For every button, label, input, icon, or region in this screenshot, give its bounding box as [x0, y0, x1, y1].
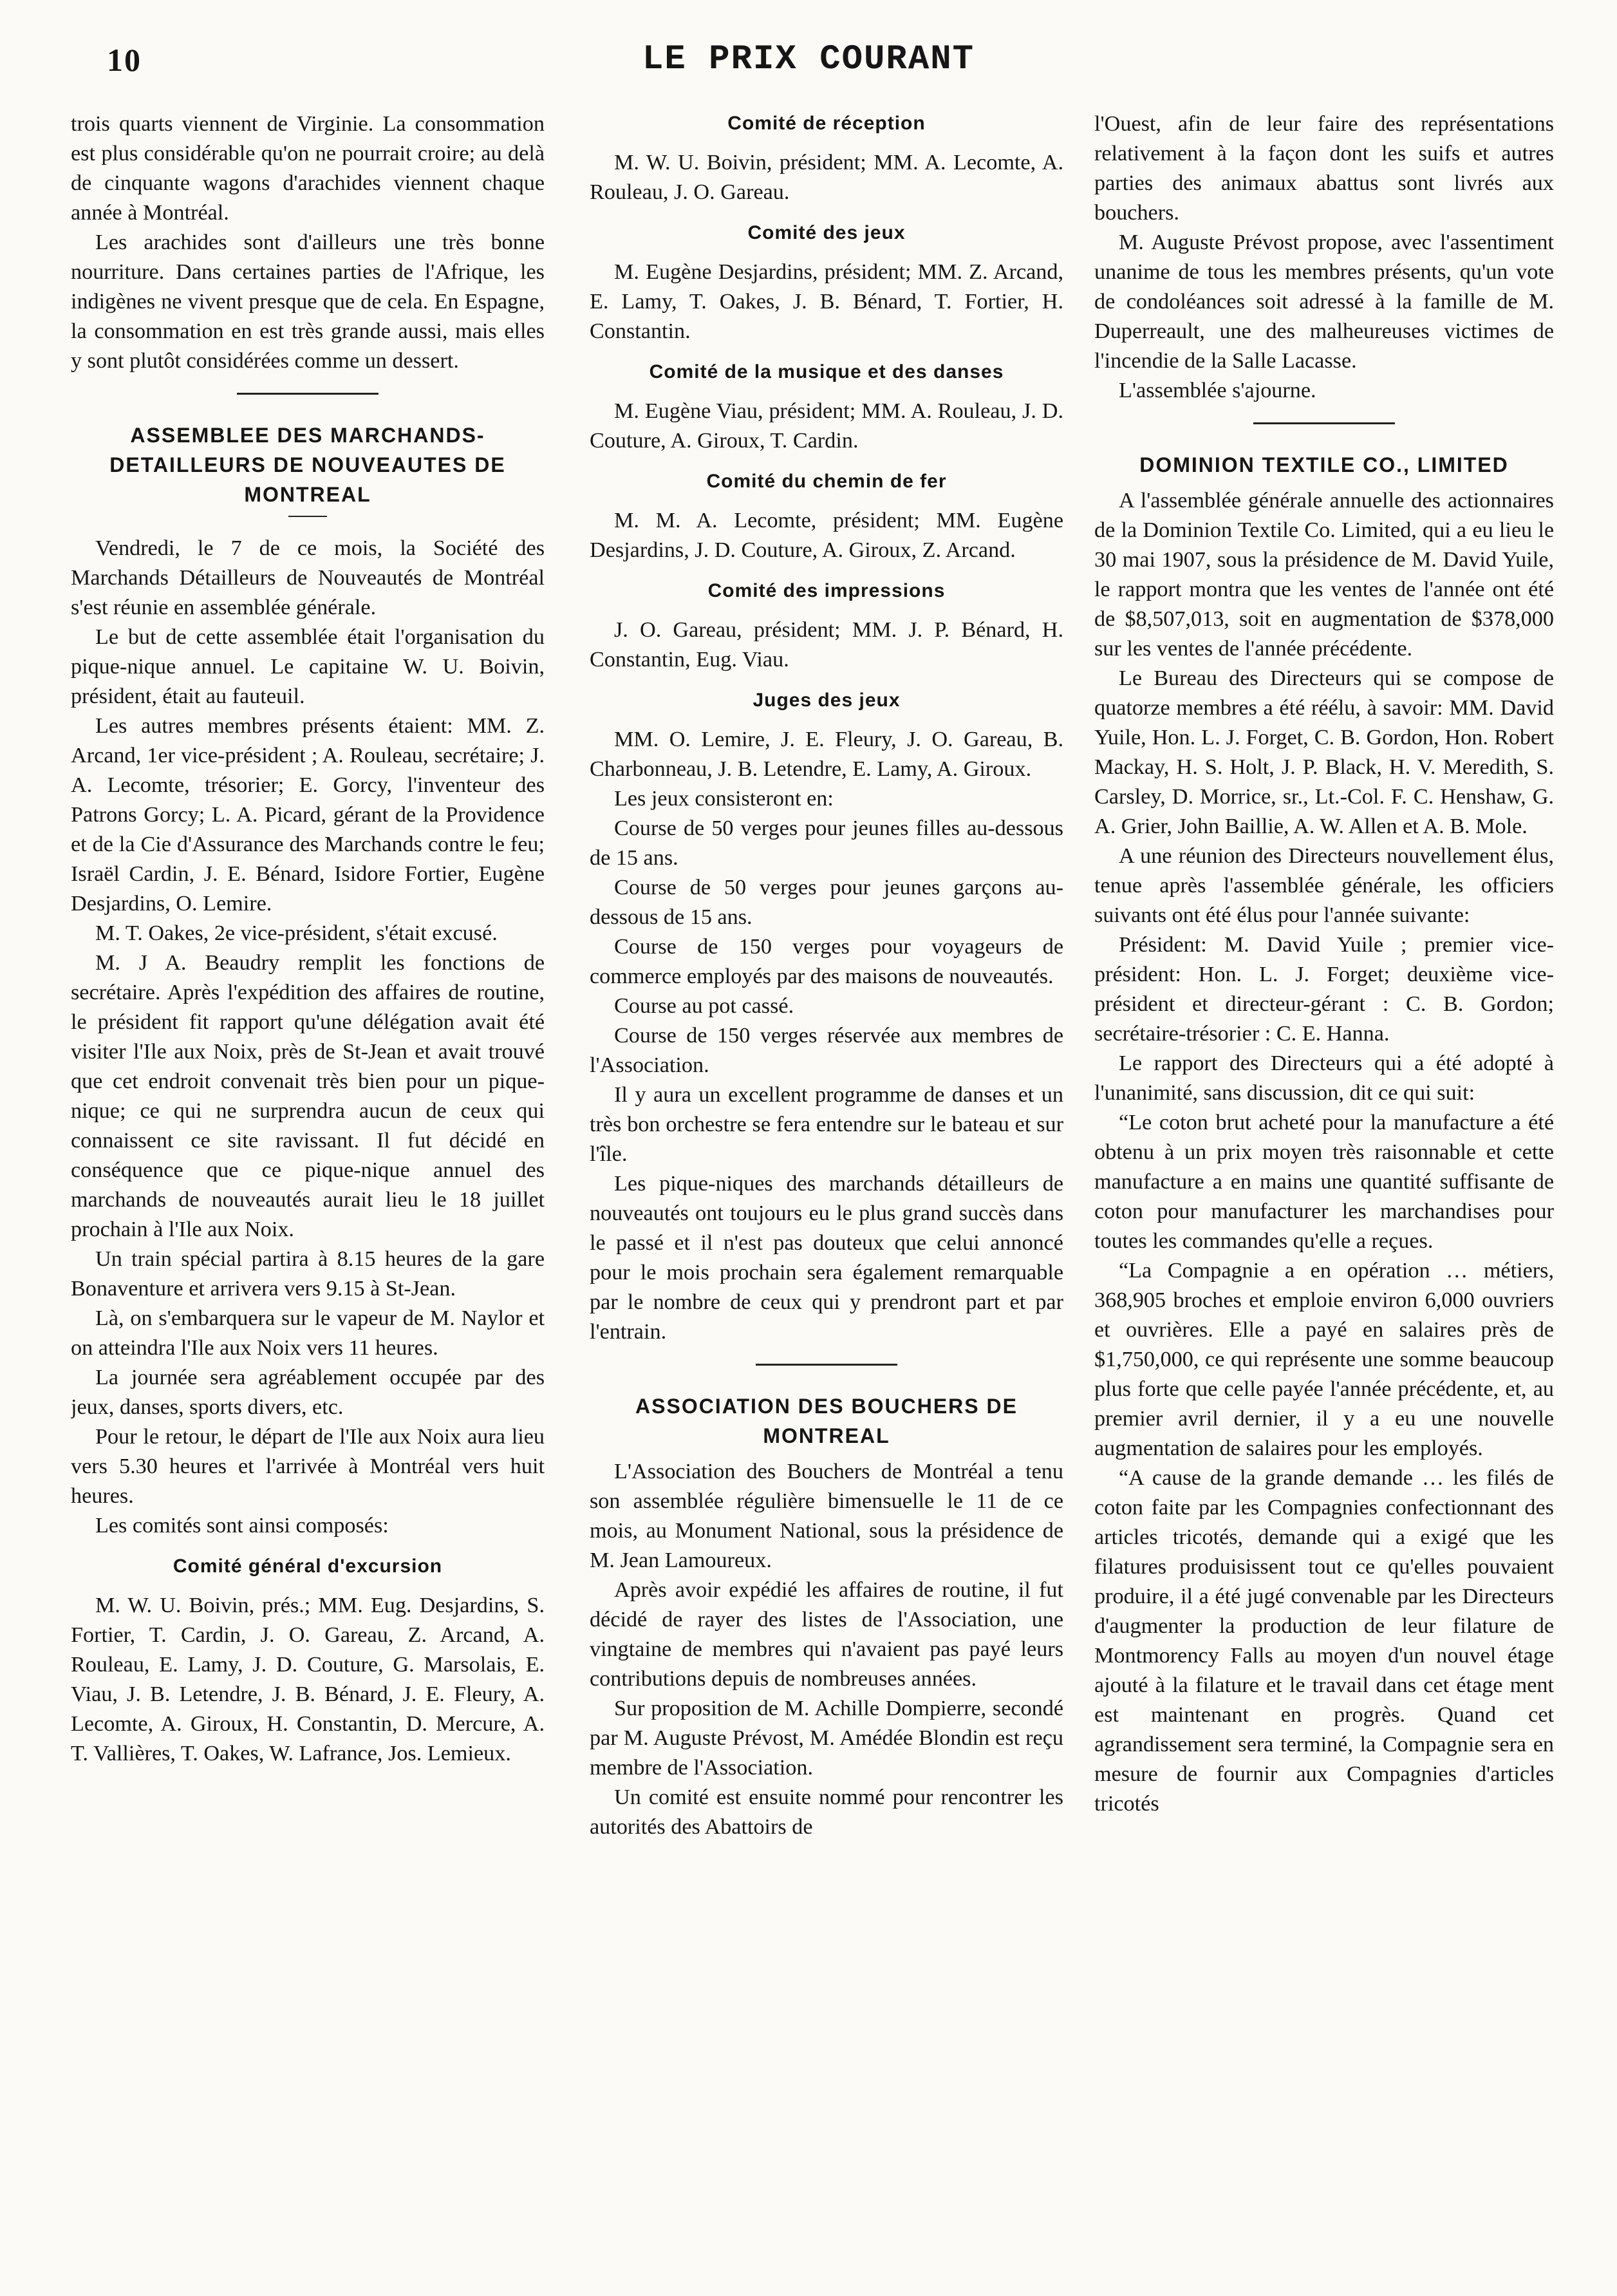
paragraph: “A cause de la grande demande … les filés de coton faite par les Compagnies confectionnant des articles tricotés, demande qui a exigé que les filatures produisissent tout ce qu'elles pouvaient produire, il a été jugé convenable par les Directeurs d'augmenter la production de leur filature de Montmorency Falls au moyen d'un nouvel étage ajouté à la filature et le travail dans cet étage ment est maintenant en progrès. Quand cet agrandissement sera terminé, la Compagnie sera en mesure de fournir aux Compagnies d'articles tricotés: [1094, 1466, 1554, 1816]
committee-heading: Comité de réception: [727, 113, 926, 134]
paragraph: Sur proposition de M. Achille Dompierre, secondé par M. Auguste Prévost, M. Amédée Blondin est reçu membre de l'Association.: [590, 1697, 1063, 1780]
paragraph: Président: M. David Yuile ; premier vice-président: Hon. L. J. Forget; deuxième vice-président et directeur-gérant : C. B. Gordon; secrétaire-trésorier : C. E. Hanna.: [1094, 933, 1554, 1046]
committee-heading: Juges des jeux: [752, 690, 901, 711]
race-item: Course de 50 verges pour jeunes filles au-dessous de 15 ans.: [590, 816, 1063, 870]
column-1: [71, 109, 545, 2273]
heading-divider: [288, 516, 327, 517]
race-item: Course au pot cassé.: [614, 994, 794, 1018]
paragraph: Il y aura un excellent programme de danses et un très bon orchestre se fera entendre sur le bateau et sur l'île.: [590, 1083, 1063, 1166]
committee-members: M. Eugène Viau, président; MM. A. Rouleau, J. D. Couture, A. Giroux, T. Cardin.: [590, 399, 1063, 453]
paragraph: L'Association des Bouchers de Montréal a tenu son assemblée régulière bimensuelle le 11 de ce mois, au Monument National, sous la présidence de M. Jean Lamoureux.: [590, 1460, 1063, 1572]
section-divider: [756, 1364, 897, 1366]
section-divider: [1253, 422, 1395, 424]
article-heading: ASSOCIATION DES BOUCHERS DE MONTREAL: [635, 1395, 1018, 1447]
committee-members: MM. O. Lemire, J. E. Fleury, J. O. Gareau, B. Charbonneau, J. B. Letendre, E. Lamy, A. Giroux.: [590, 728, 1063, 781]
paragraph: Là, on s'embarquera sur le vapeur de M. Naylor et on atteindra l'Ile aux Noix vers 11 heures.: [71, 1306, 545, 1360]
paragraph: L'assemblée s'ajourne.: [1119, 379, 1316, 402]
paragraph: Les arachides sont d'ailleurs une très bonne nourriture. Dans certaines parties de l'Afrique, les indigènes ne vivent presque que de cela. En Espagne, la consommation en est très grande aussi, mais elles y sont plutôt considérées comme un dessert.: [71, 231, 545, 373]
paragraph: “Le coton brut acheté pour la manufacture a été obtenu à un prix moyen très raisonnable et cette manufacture a en mains une quantité suffisante de coton pour manufacturer les marchandises pour toutes les commandes qu'elle a reçues.: [1094, 1111, 1554, 1253]
race-item: Course de 50 verges pour jeunes garçons au-dessous de 15 ans.: [590, 876, 1063, 929]
paragraph: Les comités sont ainsi composés:: [95, 1514, 389, 1538]
committee-heading: Comité de la musique et des danses: [649, 361, 1004, 382]
committee-members: M. W. U. Boivin, président; MM. A. Lecomte, A. Rouleau, J. O. Gareau.: [590, 151, 1063, 204]
committee-heading: Comité des impressions: [707, 580, 946, 601]
race-item: Course de 150 verges pour voyageurs de commerce employés par des maisons de nouveautés.: [590, 935, 1063, 988]
committee-members: M. Eugène Desjardins, président; MM. Z. Arcand, E. Lamy, T. Oakes, J. B. Bénard, T. Fortier, H. Constantin.: [590, 260, 1063, 343]
committee-members: J. O. Gareau, président; MM. J. P. Bénard, H. Constantin, Eug. Viau.: [590, 618, 1063, 672]
page-number: 10: [107, 42, 142, 78]
race-item: Course de 150 verges réservée aux membres de l'Association.: [590, 1024, 1063, 1077]
paragraph: Le Bureau des Directeurs qui se compose de quatorze membres a été réélu, à savoir: MM. David Yuile, Hon. L. J. Forget, C. B. Gordon, Hon. Robert Mackay, H. S. Holt, J. P. Black, H. V. Meredith, S. Carsley, D. Morrice, sr., Lt.-Col. F. C. Henshaw, G. A. Grier, John Baillie, A. W. Allen et A. B. Mole.: [1094, 666, 1554, 838]
paragraph: Après avoir expédié les affaires de routine, il fut décidé de rayer des listes de l'Association, une vingtaine de membres qui n'avaient pas payé leurs contributions depuis de nombreuses années.: [590, 1578, 1063, 1691]
paragraph: Vendredi, le 7 de ce mois, la Société des Marchands Détailleurs de Nouveautés de Montréal s'est réunie en assemblée générale.: [71, 536, 545, 619]
committee-heading: Comité général d'excursion: [173, 1556, 443, 1577]
committee-members: M. W. U. Boivin, prés.; MM. Eug. Desjardins, S. Fortier, T. Cardin, J. O. Gareau, Z. Arcand, A. Rouleau, E. Lamy, J. D. Couture, G. Marsolais, E. Viau, J. B. Letendre, J. B. Bénard, J. E. Fleury, A. Lecomte, A. Giroux, H. Constantin, D. Mercure, A. T. Vallières, T. Oakes, W. Lafrance, Jos. Lemieux.: [71, 1594, 545, 1765]
column-2: [590, 109, 1063, 2273]
committee-heading: Comité des jeux: [747, 222, 906, 243]
paragraph: A une réunion des Directeurs nouvellement élus, tenue après l'assemblée générale, les officiers suivants ont été élus pour l'année suivante:: [1094, 844, 1554, 927]
paragraph: Les jeux consisteront en:: [614, 787, 834, 811]
paragraph: M. Auguste Prévost propose, avec l'assentiment unanime de tous les membres présents, qu'un vote de condoléances soit adressé à la famille de M. Duperreault, une des malheureuses victimes de l'incendie de la Salle Lacasse.: [1094, 231, 1554, 373]
committee-heading: Comité du chemin de fer: [706, 471, 947, 492]
paragraph: trois quarts viennent de Virginie. La consommation est plus considérable qu'on ne pourrait croire; au delà de cinquante wagons d'arachides viennent chaque année à Montréal.: [71, 112, 545, 225]
paragraph: Le rapport des Directeurs qui a été adopté à l'unanimité, sans discussion, dit ce qui suit:: [1094, 1051, 1554, 1105]
column-3: [1094, 109, 1554, 2273]
committee-members: M. M. A. Lecomte, président; MM. Eugène Desjardins, J. D. Couture, A. Giroux, Z. Arcand.: [590, 509, 1063, 562]
paragraph: Un comité est ensuite nommé pour rencontrer les autorités des Abattoirs de: [590, 1785, 1063, 1839]
section-divider: [237, 393, 379, 395]
paragraph: Le but de cette assemblée était l'organisation du pique-nique annuel. Le capitaine W. U. Boivin, président, était au fauteuil.: [71, 625, 545, 708]
paragraph: Pour le retour, le départ de l'Ile aux Noix aura lieu vers 5.30 heures et l'arrivée à Montréal vers huit heures.: [71, 1425, 545, 1508]
running-title: LE PRIX COURANT: [642, 40, 975, 79]
paragraph: M. T. Oakes, 2e vice-président, s'était excusé.: [95, 921, 498, 945]
paragraph: M. J A. Beaudry remplit les fonctions de secrétaire. Après l'expédition des affaires de routine, le président fit rapport qu'une délégation avait été visiter l'Ile aux Noix, près de St-Jean et avait trouvé que cet endroit convenait très bien pour un pique-nique; ce qui ne surprendra aucun de ceux qui connaissent ce site ravissant. Il fut décidé en conséquence que ce pique-nique annuel des marchands de nouveautés aurait lieu le 18 juillet prochain à l'Ile aux Noix.: [71, 951, 545, 1241]
paragraph: Un train spécial partira à 8.15 heures de la gare Bonaventure et arrivera vers 9.15 à St-Jean.: [71, 1247, 545, 1301]
paragraph: Les pique-niques des marchands détailleurs de nouveautés ont toujours eu le plus grand succès dans le passé et il n'est pas douteux que celui annoncé pour le mois prochain sera également remarquable par le nombre de ceux qui y prendront part et par l'entrain.: [590, 1172, 1063, 1344]
paragraph: l'Ouest, afin de leur faire des représentations relativement à la façon dont les suifs et autres parties des animaux abattus sont livrés aux bouchers.: [1094, 112, 1554, 225]
paragraph: A l'assemblée générale annuelle des actionnaires de la Dominion Textile Co. Limited, qui a eu lieu le 30 mai 1907, sous la présidence de M. David Yuile, le rapport montra que les ventes de l'année ont été de $8,507,013, soit en augmentation de $378,000 sur les ventes de l'année précédente.: [1094, 489, 1554, 661]
article-heading: DOMINION TEXTILE CO., LIMITED: [1139, 453, 1509, 476]
paragraph: “La Compagnie a en opération … métiers, 368,905 broches et emploie environ 6,000 ouvriers et ouvrières. Elle a payé en salaires près de $1,750,000, ce qui représente une somme beaucoup plus forte que celle payée l'année précédente, et, au premier avril dernier, il y a eu une nouvelle augmentation de salaires pour les employés.: [1094, 1259, 1554, 1460]
article-heading: ASSEMBLEE DES MARCHANDS-DETAILLEURS DE NOUVEAUTES DE MONTREAL: [109, 424, 506, 506]
paragraph: La journée sera agréablement occupée par des jeux, danses, sports divers, etc.: [71, 1366, 545, 1419]
paragraph: Les autres membres présents étaient: MM. Z. Arcand, 1er vice-président ; A. Rouleau, secrétaire; J. A. Lecomte, trésorier; E. Gorcy, l'inventeur des Patrons Gorcy; L. A. Picard, gérant de la Providence et de la Cie d'Assurance des Marchands contre le feu; Israël Cardin, J. E. Bénard, Isidore Fortier, Eugène Desjardins, O. Lemire.: [71, 714, 545, 916]
